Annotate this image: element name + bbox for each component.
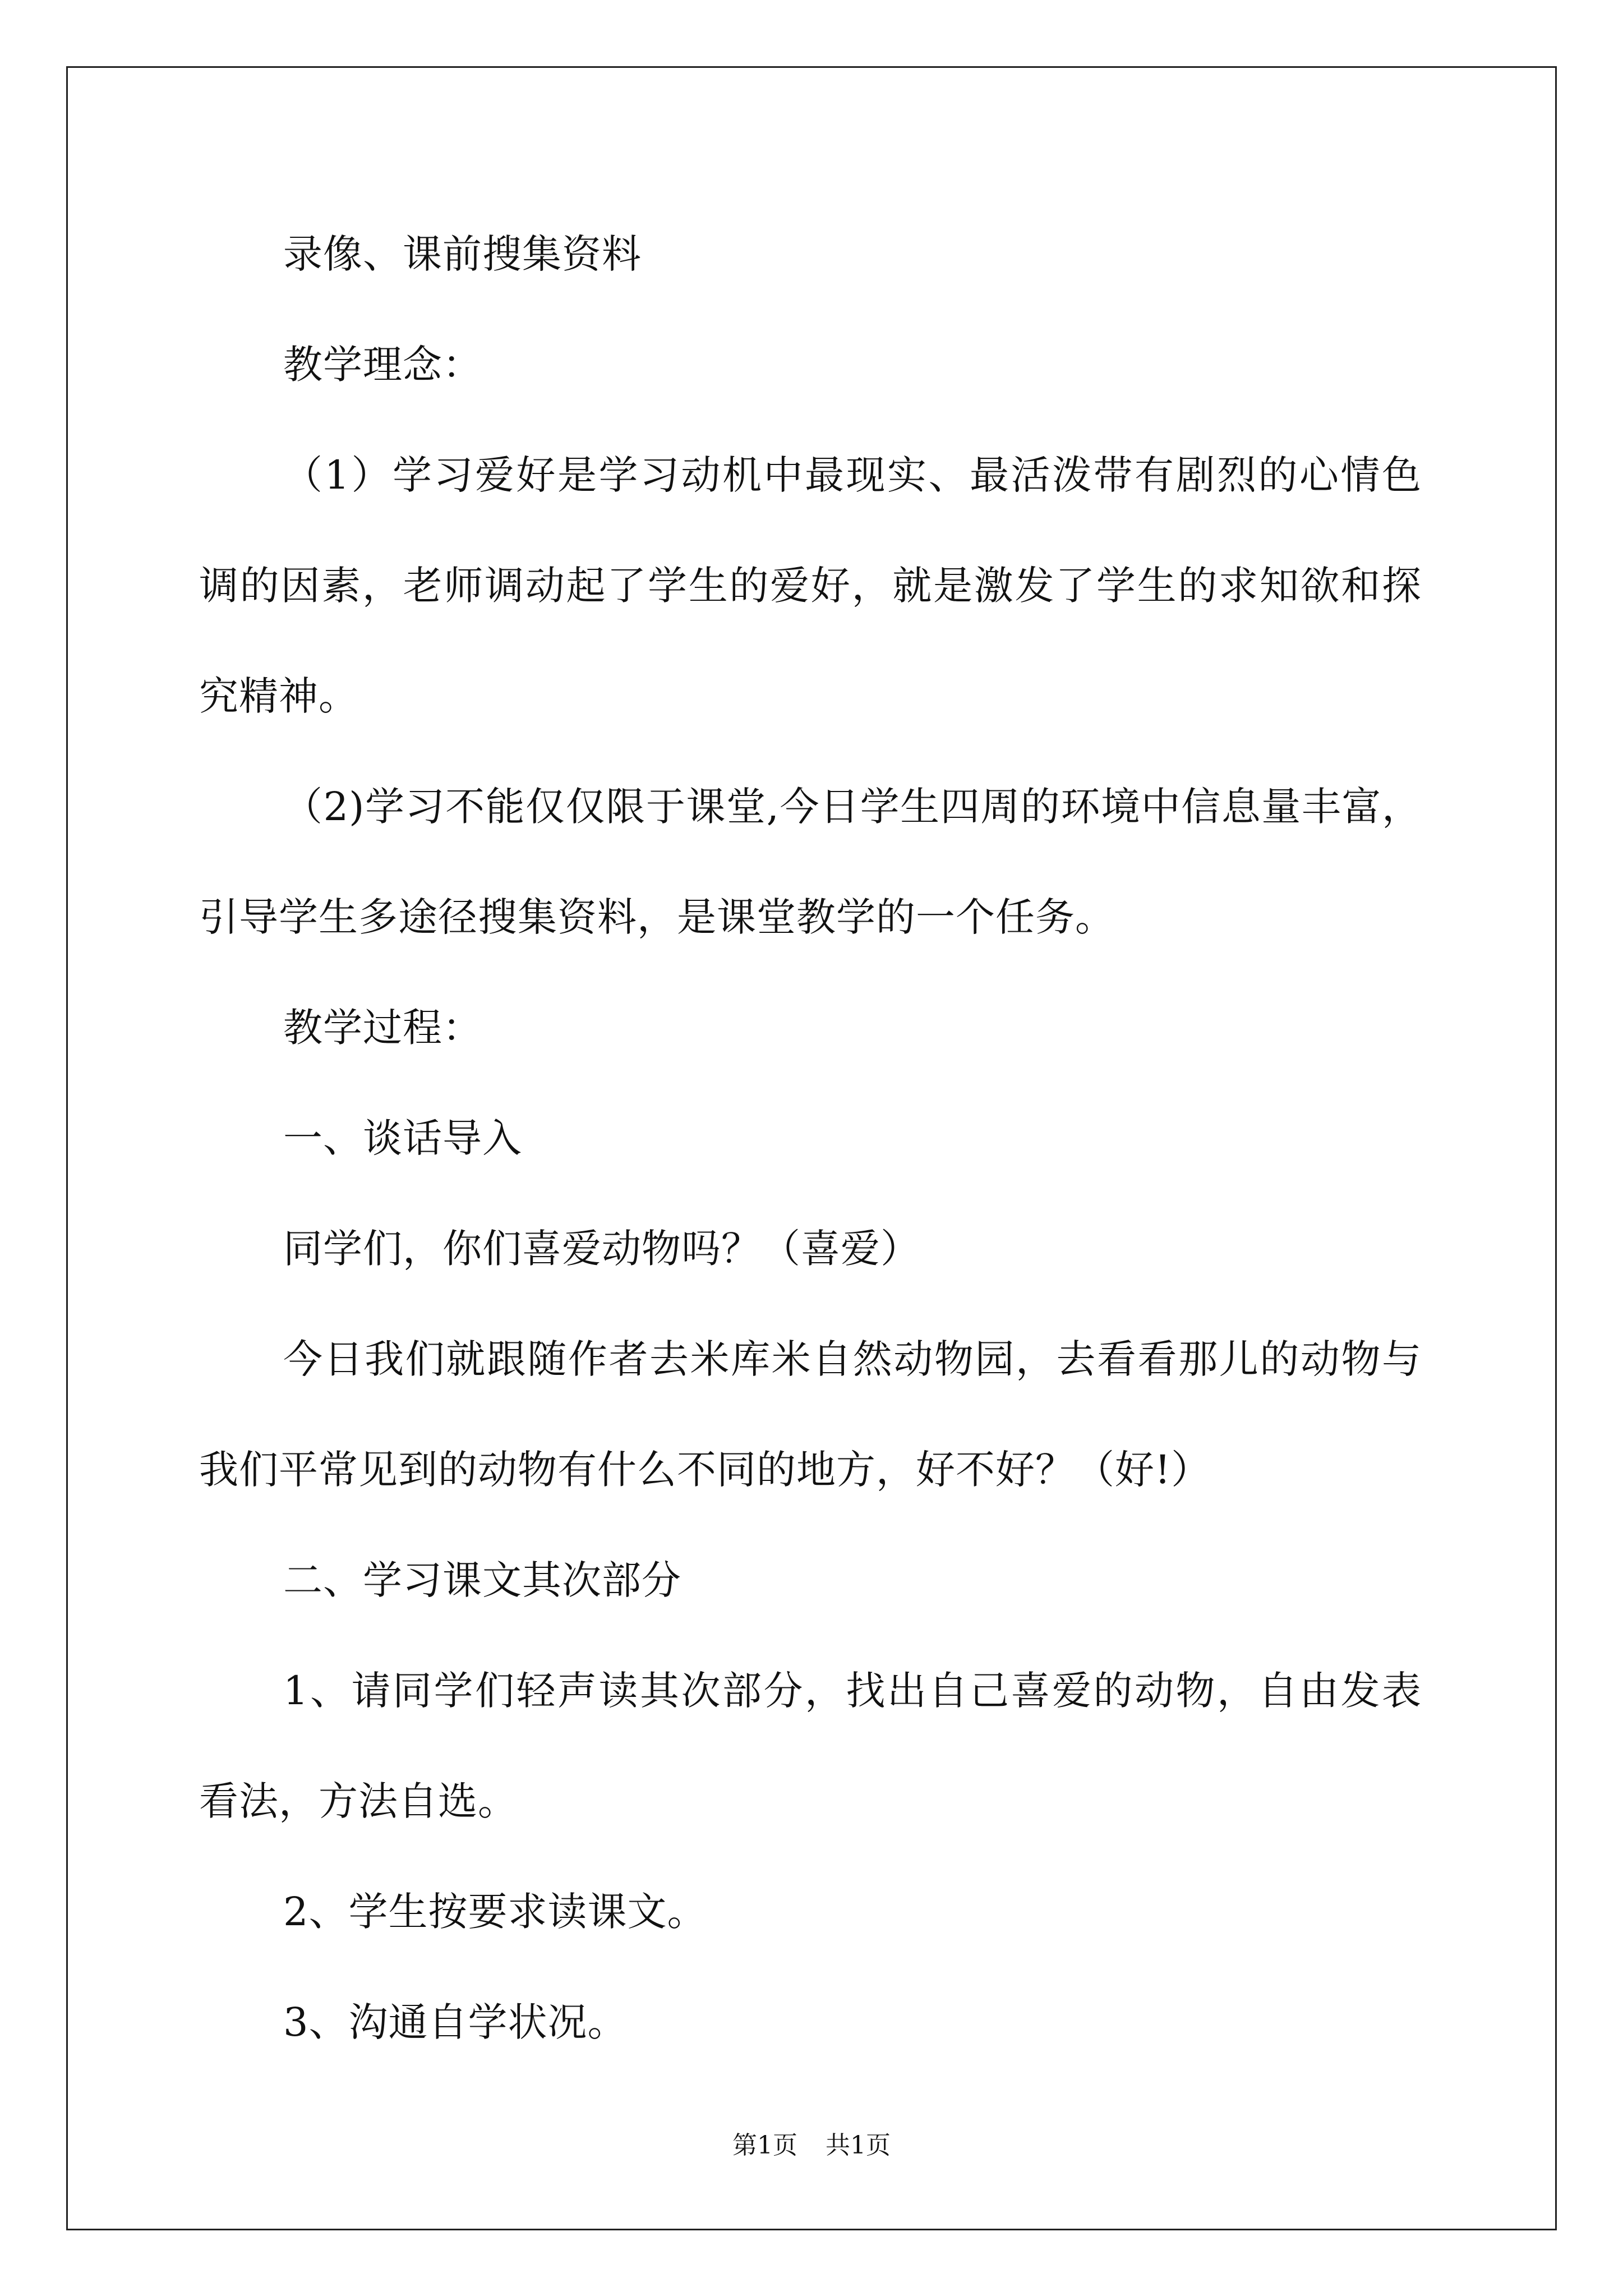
page-footer [0, 2129, 1623, 2162]
document-body [199, 199, 1422, 2078]
paragraph-step-3: 3、沟通自学状况。 [283, 1999, 628, 2045]
page-number: 第1页 [732, 2131, 797, 2160]
paragraph-question: 同学们，你们喜爱动物吗？（喜爱） [283, 1226, 920, 1272]
paragraph-step-1: 1、请同学们轻声读其次部分，找出自己喜爱的动物，自由发表看法，方法自选。 [199, 1668, 1422, 1824]
paragraph-philosophy-2: （2)学习不能仅仅限于课堂,今日学生四周的环境中信息量丰富，引导学生多途径搜集资料，是课堂教学的一个任务。 [199, 784, 1422, 940]
total-pages: 共1页 [826, 2131, 891, 2160]
paragraph-intro: 今日我们就跟随作者去米库米自然动物园，去看看那儿的动物与我们平常见到的动物有什么不同的地方，好不好？（好!） [199, 1336, 1422, 1493]
heading-section-2: 二、学习课文其次部分 [283, 1557, 681, 1603]
paragraph-materials: 录像、课前搜集资料 [283, 231, 642, 277]
heading-section-1: 一、谈话导入 [283, 1115, 522, 1161]
paragraph-step-2: 2、学生按要求读课文。 [283, 1889, 707, 1935]
paragraph-philosophy-1: （1）学习爱好是学习动机中最现实、最活泼带有剧烈的心情色调的因素，老师调动起了学生的爱好，就是激发了学生的求知欲和探究精神。 [199, 452, 1422, 719]
heading-teaching-process: 教学过程： [283, 1005, 482, 1051]
heading-teaching-philosophy: 教学理念： [283, 342, 482, 388]
